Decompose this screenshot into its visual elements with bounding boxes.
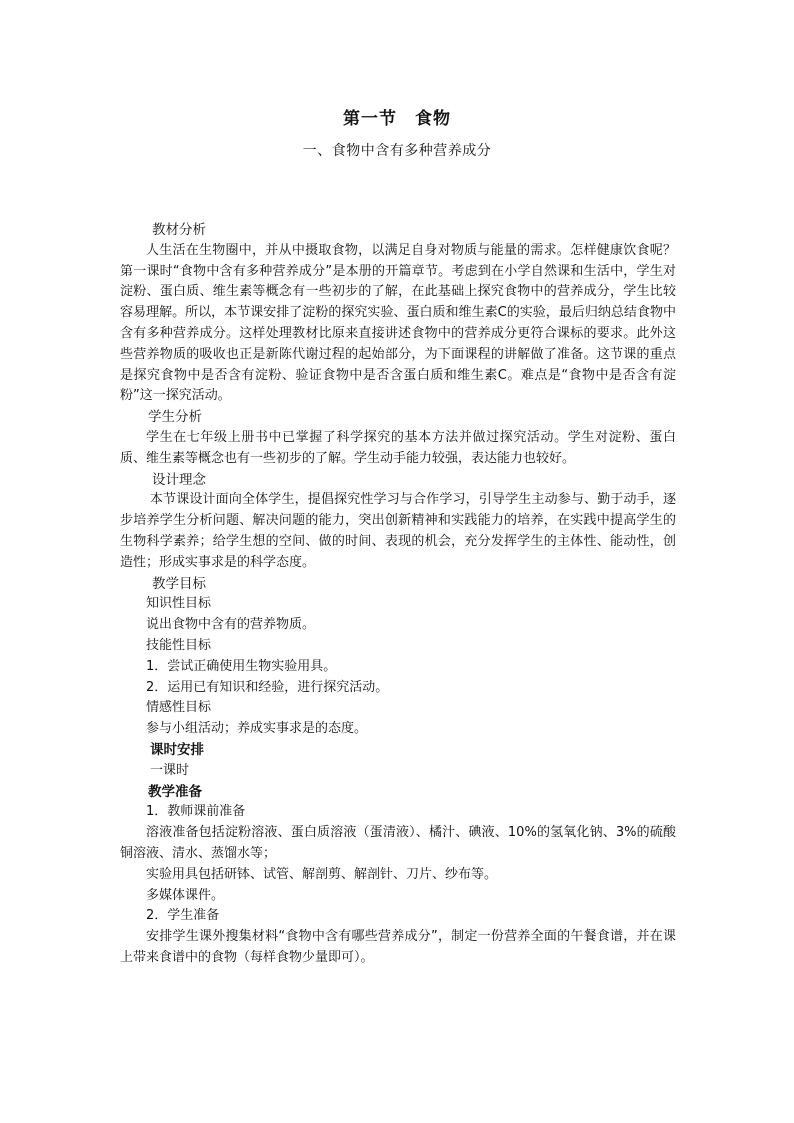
knowledge-item: 说出食物中含有的营养物质。 [146, 617, 316, 633]
teacher-prep-solution: 溶液准备包括淀粉溶液、蛋白质溶液（蛋清液）、橘汁、碘液、10%的氢氧化钠、3%的硫酸铜溶液、清水、蒸馏水等； [120, 825, 676, 861]
prep-heading: 教学准备 [148, 783, 202, 800]
goals-heading: 教学目标 [152, 575, 206, 592]
emotion-item: 参与小组活动；养成实事求是的态度。 [146, 721, 368, 737]
page-subtitle: 一、食物中含有多种营养成分 [302, 143, 492, 159]
teacher-prep-heading: 1．教师课前准备 [146, 804, 246, 820]
student-prep-paragraph: 安排学生课外搜集材料“食物中含有哪些营养成分”，制定一份营养全面的午餐食谱，并在课上带来食谱中的食物（每样食物少量即可）。 [120, 929, 676, 965]
student-heading: 学生分析 [148, 409, 202, 426]
schedule-text: 一课时 [150, 762, 190, 778]
skill-heading: 技能性目标 [146, 637, 212, 653]
schedule-heading: 课时安排 [150, 741, 204, 758]
design-paragraph: 本节课设计面向全体学生，提倡探究性学习与合作学习，引导学生主动参与、勤于动手，逐步培养学生分析问题、解决问题的能力，突出创新精神和实践能力的培养，在实践中提高学生的生物科学素养；给学生想的空间、做的时间、表现的机会，充分发挥学生的主体性、能动性，创造性；形成实事求是的科学态度。 [120, 492, 676, 570]
student-prep-heading: 2．学生准备 [146, 908, 220, 924]
document-body [120, 220, 676, 969]
emotion-heading: 情感性目标 [146, 700, 212, 716]
student-paragraph: 学生在七年级上册书中已掌握了科学探究的基本方法并做过探究活动。学生对淀粉、蛋白质、维生素等概念也有一些初步的了解。学生动手能力较强，表达能力也较好。 [120, 429, 676, 466]
teacher-prep-media: 多媒体课件。 [146, 887, 225, 903]
design-heading: 设计理念 [152, 471, 206, 488]
material-paragraph: 人生活在生物圈中，并从中摄取食物，以满足自身对物质与能量的需求。怎样健康饮食呢？第一课时“食物中含有多种营养成分”是本册的开篇章节。考虑到在小学自然课和生活中，学生对淀粉、蛋白质、维生素等概念有一些初步的了解，在此基础上探究食物中的营养成分，学生比较容易理解。所以，本节课安排了淀粉的探究实验、蛋白质和维生素C的实验，最后归纳总结食物中含有多种营养成分。这样处理教材比原来直接讲述食物中的营养成分更符合课标的要求。此外这些营养物质的吸收也正是新陈代谢过程的起始部分，为下面课程的讲解做了准备。这节课的重点是探究食物中是否含有淀粉、验证食物中是否含蛋白质和维生素C。难点是“食物中是否含有淀粉”这一探究活动。 [120, 242, 676, 404]
material-heading: 教材分析 [152, 222, 206, 238]
knowledge-heading: 知识性目标 [146, 596, 212, 612]
page-title: 第一节 食物 [343, 109, 451, 129]
teacher-prep-tools: 实验用具包括研钵、试管、解剖剪、解剖针、刀片、纱布等。 [146, 866, 498, 882]
skill-item-2: 2．运用已有知识和经验，进行探究活动。 [146, 679, 389, 695]
skill-item-1: 1．尝试正确使用生物实验用具。 [146, 658, 337, 674]
